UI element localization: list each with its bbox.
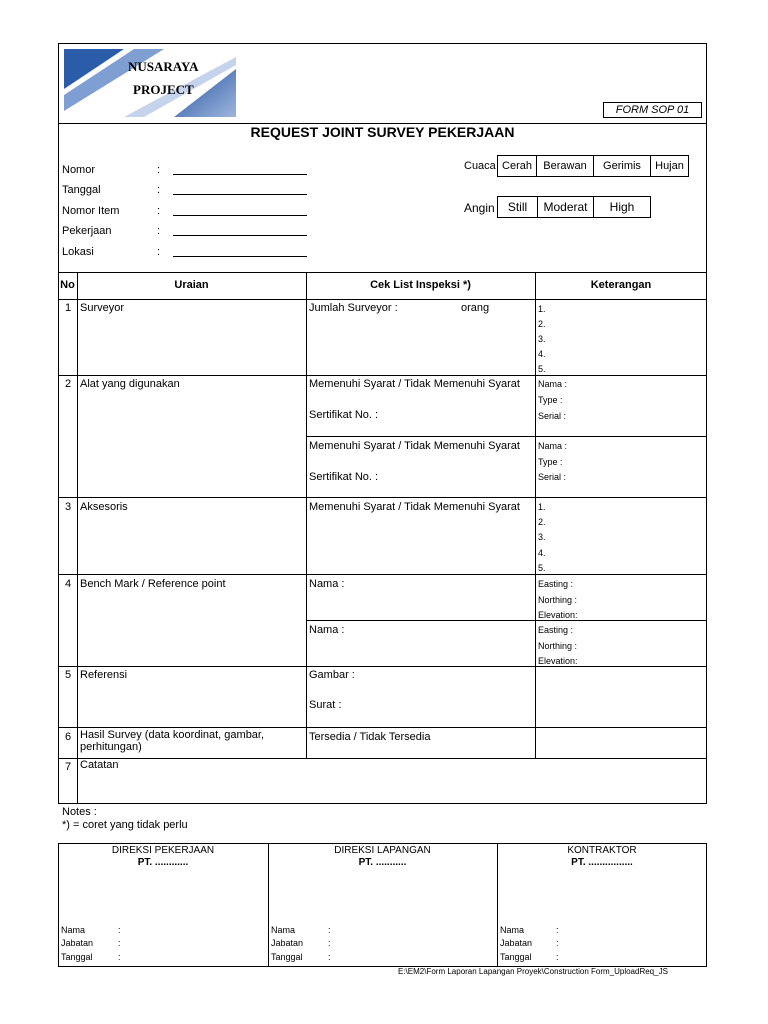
- field-pekerjaan-label: Pekerjaan: [62, 225, 112, 237]
- row3-no: 3: [65, 501, 72, 513]
- row1-ket-4: 4.: [538, 349, 546, 359]
- row-line: [306, 620, 707, 621]
- field-lokasi-line[interactable]: [173, 256, 307, 257]
- sig2-jabatan-colon: :: [328, 938, 331, 948]
- row4a-cek: Nama :: [309, 578, 345, 590]
- company-logo: [64, 49, 236, 117]
- cuaca-option-cerah[interactable]: Cerah: [497, 155, 537, 177]
- table-top-line: [58, 272, 707, 273]
- row3-ket-3: 3.: [538, 532, 546, 542]
- row3-ket-2: 2.: [538, 517, 546, 527]
- sig3-tanggal-label: Tanggal: [500, 952, 532, 962]
- sig1-jabatan-colon: :: [118, 938, 121, 948]
- row6-uraian-line2: perhitungan): [80, 741, 142, 753]
- field-lokasi-colon: :: [157, 246, 161, 258]
- row2b-ket-nama: Nama :: [538, 441, 568, 451]
- row3-cek: Memenuhi Syarat / Tidak Memenuhi Syarat: [309, 501, 520, 513]
- col-line: [535, 272, 536, 758]
- sig2-nama-label: Nama: [271, 925, 296, 935]
- sig2-tanggal-colon: :: [328, 952, 331, 962]
- sig-direksi-lapangan-company: PT. ...........: [358, 857, 407, 868]
- row4b-ket-elevation: Elevation:: [538, 656, 578, 666]
- table-header-line: [58, 299, 707, 300]
- sig1-nama-label: Nama: [61, 925, 86, 935]
- row2a-sertifikat: Sertifikat No. :: [309, 409, 379, 421]
- angin-option-still[interactable]: Still: [497, 196, 538, 218]
- row2-uraian: Alat yang digunakan: [80, 378, 180, 390]
- sig3-jabatan-colon: :: [556, 938, 559, 948]
- row7-uraian: Catatan: [80, 759, 119, 771]
- row2b-ket-type: Type :: [538, 457, 563, 467]
- field-pekerjaan-colon: :: [157, 225, 161, 237]
- row1-no: 1: [65, 302, 72, 314]
- row1-uraian: Surveyor: [80, 302, 125, 314]
- row1-ket-5: 5.: [538, 364, 546, 374]
- angin-label: Angin: [464, 201, 495, 215]
- row1-orang: orang: [461, 302, 490, 314]
- field-nomor-line[interactable]: [173, 174, 307, 175]
- row5-uraian: Referensi: [80, 669, 128, 681]
- row-line: [58, 375, 707, 376]
- field-lokasi-label: Lokasi: [62, 246, 94, 258]
- row6-uraian-line1: Hasil Survey (data koordinat, gambar,: [80, 729, 265, 741]
- row-line: [58, 758, 707, 759]
- angin-option-moderat[interactable]: Moderat: [537, 196, 594, 218]
- page-title: REQUEST JOINT SURVEY PEKERJAAN: [250, 124, 515, 140]
- sig1-tanggal-label: Tanggal: [61, 952, 93, 962]
- sig-direksi-pekerjaan-title: DIREKSI PEKERJAAN: [111, 845, 215, 856]
- row4a-ket-northing: Northing :: [538, 595, 578, 605]
- row5-no: 5: [65, 669, 72, 681]
- cuaca-option-gerimis[interactable]: Gerimis: [593, 155, 651, 177]
- col-header-keterangan: Keterangan: [590, 279, 652, 291]
- row6-cek: Tersedia / Tidak Tersedia: [309, 731, 431, 743]
- sig2-nama-colon: :: [328, 925, 331, 935]
- row4a-ket-easting: Easting :: [538, 579, 574, 589]
- row3-uraian: Aksesoris: [80, 501, 128, 513]
- row2a-ket-nama: Nama :: [538, 379, 568, 389]
- row4b-ket-easting: Easting :: [538, 625, 574, 635]
- sig1-jabatan-label: Jabatan: [61, 938, 94, 948]
- row6-no: 6: [65, 731, 72, 743]
- col-header-uraian: Uraian: [174, 279, 209, 291]
- col-header-no: No: [60, 279, 75, 291]
- angin-option-high[interactable]: High: [593, 196, 651, 218]
- logo-text-line2: PROJECT: [133, 82, 194, 97]
- row2-no: 2: [65, 378, 72, 390]
- field-tanggal-colon: :: [157, 184, 161, 196]
- row5-surat: Surat :: [309, 699, 342, 711]
- sig2-jabatan-label: Jabatan: [271, 938, 304, 948]
- sig3-tanggal-colon: :: [556, 952, 559, 962]
- row4-no: 4: [65, 578, 72, 590]
- field-tanggal-line[interactable]: [173, 194, 307, 195]
- col-line: [77, 272, 78, 804]
- row4-uraian: Bench Mark / Reference point: [80, 578, 226, 590]
- row-line: [58, 574, 707, 575]
- field-nomor-colon: :: [157, 164, 161, 176]
- row2a-cek: Memenuhi Syarat / Tidak Memenuhi Syarat: [309, 378, 520, 390]
- sig2-tanggal-label: Tanggal: [271, 952, 303, 962]
- col-header-cek: Cek List Inspeksi *): [370, 279, 471, 291]
- logo-text-line1: NUSARAYA: [128, 59, 199, 74]
- row1-cek: Jumlah Surveyor :: [309, 302, 398, 314]
- field-nomor-item-line[interactable]: [173, 215, 307, 216]
- row2b-sertifikat: Sertifikat No. :: [309, 471, 379, 483]
- row2b-cek: Memenuhi Syarat / Tidak Memenuhi Syarat: [309, 440, 520, 452]
- row3-ket-5: 5.: [538, 563, 546, 573]
- row2a-ket-type: Type :: [538, 395, 563, 405]
- row5-gambar: Gambar :: [309, 669, 355, 681]
- row7-no: 7: [65, 761, 72, 773]
- form-code-text: FORM SOP 01: [615, 104, 690, 116]
- sig1-tanggal-colon: :: [118, 952, 121, 962]
- cuaca-option-berawan[interactable]: Berawan: [536, 155, 594, 177]
- row-line: [306, 436, 707, 437]
- row4b-ket-northing: Northing :: [538, 641, 578, 651]
- field-tanggal-label: Tanggal: [62, 184, 101, 196]
- row-line: [58, 666, 707, 667]
- row-line: [58, 497, 707, 498]
- sig3-nama-label: Nama: [500, 925, 525, 935]
- col-line: [306, 272, 307, 758]
- field-nomor-label: Nomor: [62, 164, 96, 176]
- sig1-nama-colon: :: [118, 925, 121, 935]
- sig3-jabatan-label: Jabatan: [500, 938, 533, 948]
- row2a-ket-serial: Serial :: [538, 411, 567, 421]
- sig-direksi-lapangan-title: DIREKSI LAPANGAN: [334, 845, 431, 856]
- row4a-ket-elevation: Elevation:: [538, 610, 578, 620]
- sig-kontraktor-company: PT. ................: [571, 857, 633, 868]
- notes-title: Notes :: [62, 806, 97, 818]
- row3-ket-1: 1.: [538, 502, 546, 512]
- field-nomor-item-colon: :: [157, 205, 161, 217]
- sig-kontraktor-title: KONTRAKTOR: [567, 845, 637, 856]
- footer-file-path: E:\EM2\Form Laporan Lapangan Proyek\Construction Form_UploadReq_JS: [398, 967, 668, 976]
- cuaca-label: Cuaca: [464, 160, 496, 172]
- sig-direksi-pekerjaan-company: PT. ............: [137, 857, 189, 868]
- cuaca-option-hujan[interactable]: Hujan: [650, 155, 689, 177]
- notes-line: *) = coret yang tidak perlu: [62, 819, 188, 831]
- row1-ket-1: 1.: [538, 304, 546, 314]
- form-code: [603, 102, 702, 118]
- row2b-ket-serial: Serial :: [538, 472, 567, 482]
- row1-ket-3: 3.: [538, 334, 546, 344]
- row3-ket-4: 4.: [538, 548, 546, 558]
- sig3-nama-colon: :: [556, 925, 559, 935]
- field-nomor-item-label: Nomor Item: [62, 205, 120, 217]
- row1-ket-2: 2.: [538, 319, 546, 329]
- row-line: [58, 727, 707, 728]
- row4b-cek: Nama :: [309, 624, 345, 636]
- field-pekerjaan-line[interactable]: [173, 235, 307, 236]
